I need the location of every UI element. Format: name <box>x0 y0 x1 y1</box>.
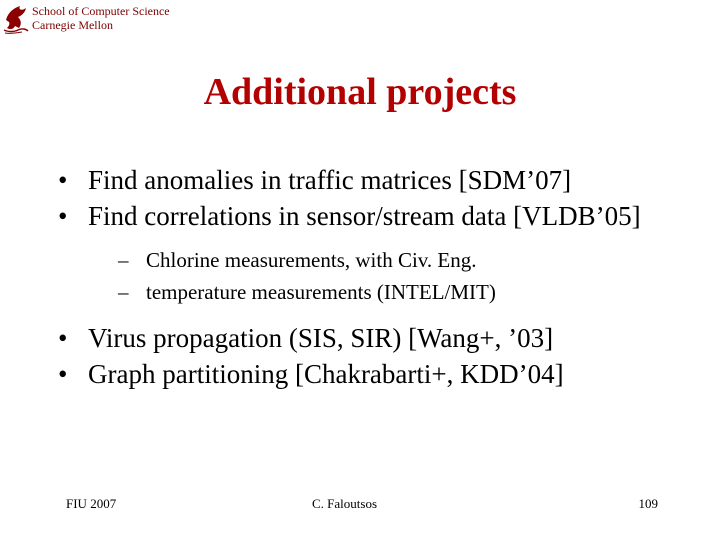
bullet-item <box>58 356 698 392</box>
bullet-text: Graph partitioning [Chakrabarti+, KDD’04] <box>88 359 564 389</box>
sub-bullet-text: Chlorine measurements, with Civ. Eng. <box>146 248 477 272</box>
sub-bullet-marker: – <box>118 280 129 304</box>
bullet-marker: • <box>58 359 68 389</box>
sub-bullet-text: temperature measurements (INTEL/MIT) <box>146 280 496 304</box>
sub-bullet-marker: – <box>118 248 129 272</box>
bullet-item <box>58 162 698 198</box>
bullet-list <box>58 162 698 392</box>
footer-author: C. Faloutsos <box>312 496 378 511</box>
bullet-marker: • <box>58 165 68 195</box>
org-name <box>32 4 170 32</box>
griffin-logo-icon <box>2 2 30 34</box>
page-number: 109 <box>638 496 658 511</box>
bullet-marker: • <box>58 201 68 231</box>
bullet-item <box>58 198 698 234</box>
bullet-marker: • <box>58 323 68 353</box>
bullet-text: Find anomalies in traffic matrices [SDM’07] <box>88 165 572 195</box>
sub-bullet-item <box>118 276 698 308</box>
bullet-text: Find correlations in sensor/stream data [VLDB’05] <box>88 201 641 231</box>
org-school: School of Computer Science <box>32 4 170 18</box>
sub-bullet-item <box>118 244 698 276</box>
slide-title: Additional projects <box>203 71 517 113</box>
sub-bullet-list <box>118 244 698 308</box>
bullet-item <box>58 320 698 356</box>
org-university: Carnegie Mellon <box>32 18 113 32</box>
bullet-text: Virus propagation (SIS, SIR) [Wang+, ’03] <box>88 323 554 353</box>
footer-event: FIU 2007 <box>66 496 117 511</box>
